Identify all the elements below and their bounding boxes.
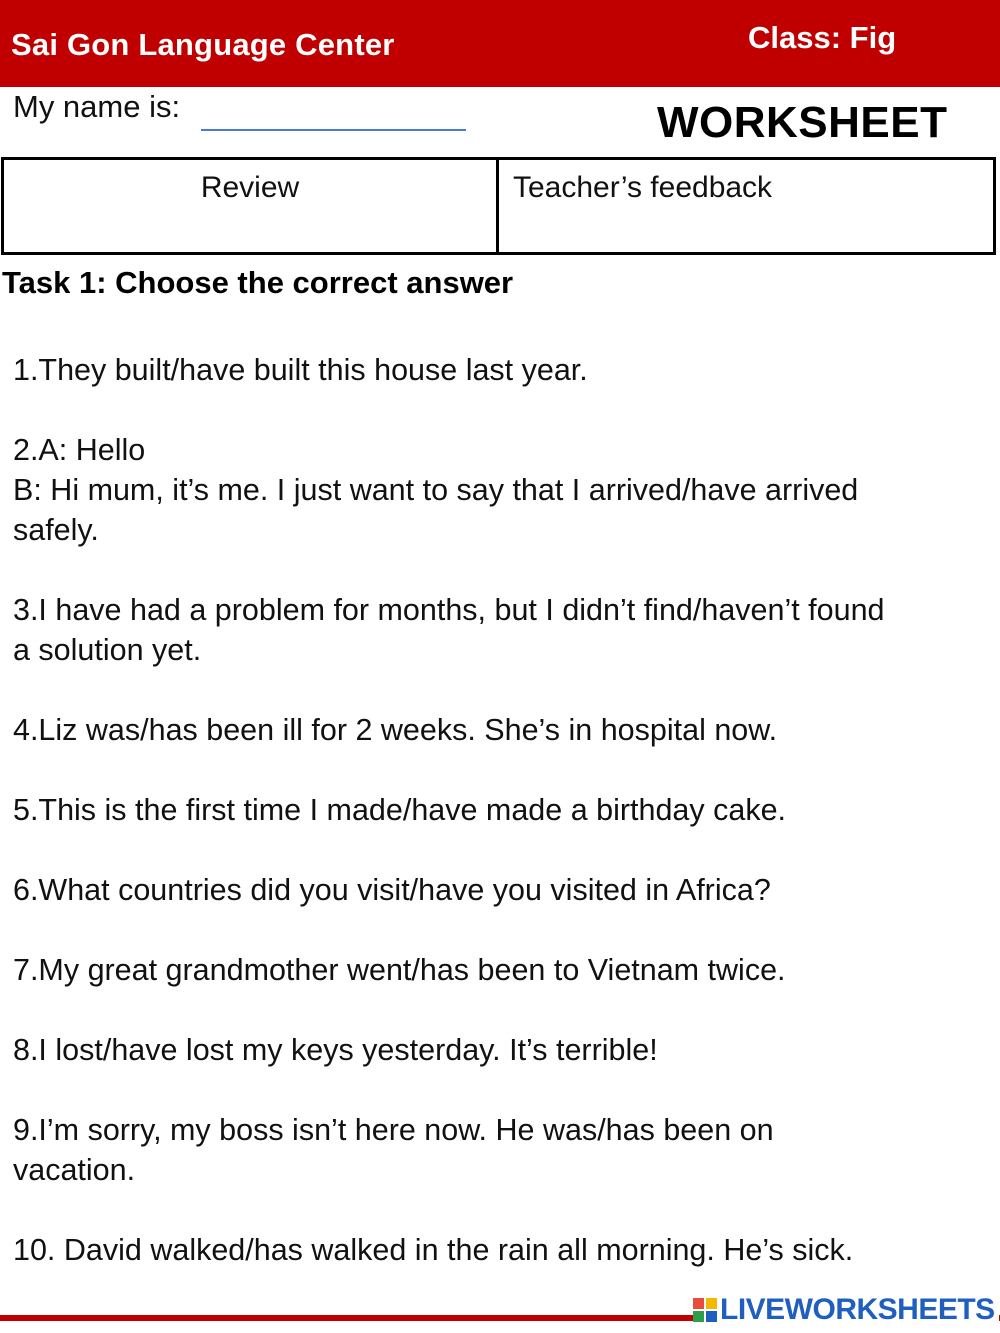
teacher-feedback-label: Teacher’s feedback — [513, 171, 773, 204]
question-item — [13, 1230, 988, 1270]
question-item — [13, 790, 988, 830]
header-bar — [0, 0, 1000, 87]
question-line: safely. — [13, 513, 99, 547]
question-line: 10. David walked/has walked in the rain all morning. He’s sick. — [13, 1233, 854, 1267]
question-line: B: Hi mum, it’s me. I just want to say that I arrived/have arrived — [13, 473, 859, 507]
task-title: Task 1: Choose the correct answer — [2, 265, 514, 300]
feedback-table — [1, 157, 996, 255]
question-item — [13, 590, 988, 670]
class-label: Class: Fig — [748, 20, 897, 55]
question-list — [13, 350, 988, 1310]
question-item — [13, 350, 988, 390]
question-line: 3.I have had a problem for months, but I didn’t find/haven’t found — [13, 593, 885, 627]
review-label: Review — [200, 171, 300, 204]
question-item — [13, 430, 988, 550]
name-label: My name is: — [13, 89, 181, 124]
question-line: 8.I lost/have lost my keys yesterday. It’s terrible! — [13, 1033, 658, 1067]
review-cell — [4, 160, 499, 252]
teacher-feedback-cell — [499, 160, 993, 252]
question-line: 9.I’m sorry, my boss isn’t here now. He was/has been on — [13, 1113, 774, 1147]
liveworksheets-logo-icon — [693, 1298, 717, 1322]
question-line: 6.What countries did you visit/have you visited in Africa? — [13, 873, 771, 907]
question-line: 2.A: Hello — [13, 433, 146, 467]
question-line: 1.They built/have built this house last year. — [13, 353, 588, 387]
question-line: 5.This is the first time I made/have made a birthday cake. — [13, 793, 787, 827]
name-input-line[interactable] — [201, 129, 466, 131]
question-line: vacation. — [13, 1153, 136, 1187]
question-item — [13, 950, 988, 990]
question-line: 4.Liz was/has been ill for 2 weeks. She’s in hospital now. — [13, 713, 778, 747]
question-line: a solution yet. — [13, 633, 202, 667]
liveworksheets-logo — [693, 1292, 999, 1328]
question-item — [13, 1110, 988, 1190]
center-name: Sai Gon Language Center — [11, 27, 395, 62]
question-item — [13, 870, 988, 910]
question-line: 7.My great grandmother went/has been to Vietnam twice. — [13, 953, 786, 987]
logo-text: LIVEWORKSHEETS — [720, 1293, 995, 1326]
worksheet-title: WORKSHEET — [657, 98, 948, 147]
question-item — [13, 1030, 988, 1070]
question-item — [13, 710, 988, 750]
